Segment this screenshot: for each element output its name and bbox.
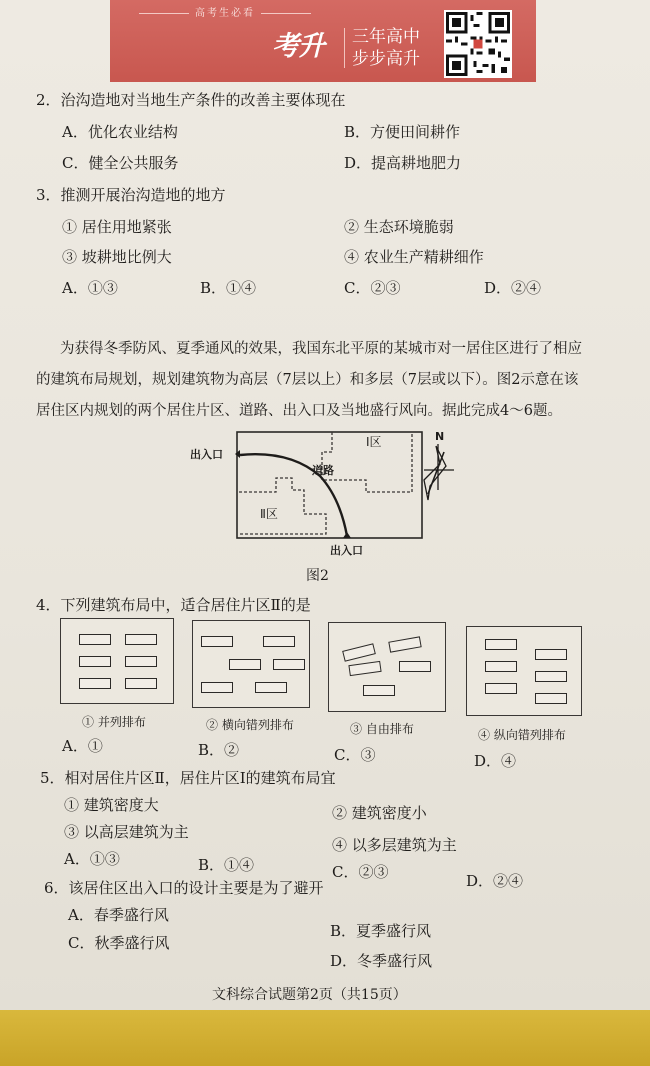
figure-2-map — [180, 428, 480, 578]
north-label: N — [435, 430, 445, 443]
slogan-line-2: 步步高升 — [352, 49, 420, 69]
q6-option-b[interactable]: B．夏季盛行风 — [330, 922, 432, 940]
q5-statement-4: ④ 以多层建筑为主 — [332, 836, 457, 854]
layout-4-vertical-staggered — [466, 626, 582, 716]
layout-2-caption: ② 横向错列排布 — [206, 718, 294, 732]
banner-tagline: 高考生必看 — [110, 4, 340, 19]
q3-statement-2: ② 生态环境脆弱 — [344, 218, 454, 236]
q2-stem: 2．治沟造地对当地生产条件的改善主要体现在 — [36, 91, 346, 109]
q2-option-a[interactable]: A．优化农业结构 — [62, 123, 178, 141]
q6-stem: 6．该居住区出入口的设计主要是为了避开 — [44, 879, 324, 897]
residential-area-boundary — [237, 432, 422, 538]
layout-2-horizontal-staggered — [192, 620, 310, 708]
banner-divider — [344, 28, 345, 68]
qr-code-icon — [444, 10, 512, 78]
q3-option-a[interactable]: A．①③ — [62, 279, 118, 297]
passage — [36, 334, 630, 427]
zone-1-label: Ⅰ区 — [366, 435, 382, 449]
q5-statement-1: ① 建筑密度大 — [64, 796, 159, 814]
q3-statement-4: ④ 农业生产精耕细作 — [344, 248, 484, 266]
layout-1-parallel — [60, 618, 174, 704]
entrance-label-bottom: 出入口 — [330, 544, 363, 557]
q5-option-c[interactable]: C．②③ — [332, 863, 389, 881]
passage-line-2: 的建筑布局规划，规划建筑物为高层（7层以上）和多层（7层或以下）。图2示意在该 — [36, 372, 579, 388]
q4-option-b[interactable]: B．② — [198, 741, 240, 759]
entrance-label-top: 出入口 — [190, 448, 223, 461]
q2-option-b[interactable]: B．方便田间耕作 — [344, 123, 461, 141]
q5-option-d[interactable]: D．②④ — [466, 872, 524, 890]
q3-option-d[interactable]: D．②④ — [484, 279, 542, 297]
q3-statement-1: ① 居住用地紧张 — [62, 218, 172, 236]
slogan-line-1: 三年高中 — [352, 27, 420, 47]
q4-option-a[interactable]: A．① — [62, 737, 103, 755]
passage-line-3: 居住区内规划的两个居住片区、道路、出入口及当地盛行风向。据此完成4～6题。 — [36, 403, 562, 419]
q5-statement-2: ② 建筑密度小 — [332, 804, 427, 822]
q6-option-a[interactable]: A．春季盛行风 — [68, 906, 169, 924]
q3-stem: 3．推测开展治沟造地的地方 — [36, 186, 226, 204]
brand-logo: 考升 — [272, 31, 324, 62]
q6-option-d[interactable]: D．冬季盛行风 — [330, 952, 433, 970]
desk-surface — [0, 1010, 650, 1066]
layout-3-free-form — [328, 622, 446, 712]
q3-statement-3: ③ 坡耕地比例大 — [62, 248, 172, 266]
layout-3-caption: ③ 自由排布 — [350, 722, 414, 736]
banner-slogan — [352, 26, 420, 70]
layout-1-caption: ① 并列排布 — [82, 715, 146, 729]
page-footer: 文科综合试题第2页（共15页） — [212, 987, 407, 1003]
q3-option-c[interactable]: C．②③ — [344, 279, 401, 297]
layout-4-caption: ④ 纵向错列排布 — [478, 728, 566, 742]
q5-option-a[interactable]: A．①③ — [64, 850, 120, 868]
road-label: 道路 — [312, 464, 334, 477]
q5-stem: 5．相对居住片区Ⅱ，居住片区Ⅰ的建筑布局宜 — [40, 769, 336, 787]
q5-statement-3: ③ 以高层建筑为主 — [64, 823, 189, 841]
q4-option-d[interactable]: D．④ — [474, 752, 517, 770]
q5-option-b[interactable]: B．①④ — [198, 856, 255, 874]
figure-2-caption: 图2 — [306, 568, 329, 584]
zone-2-label: Ⅱ区 — [260, 507, 278, 521]
q4-stem: 4．下列建筑布局中，适合居住片区Ⅱ的是 — [36, 596, 311, 614]
q2-option-d[interactable]: D．提高耕地肥力 — [344, 154, 462, 172]
zone-2-boundary — [239, 478, 326, 534]
wind-rose-icon — [424, 446, 446, 500]
promo-banner — [110, 0, 536, 82]
passage-line-1: 为获得冬季防风、夏季通风的效果，我国东北平原的某城市对一居住区进行了相应 — [60, 341, 582, 357]
q6-option-c[interactable]: C．秋季盛行风 — [68, 934, 170, 952]
q4-option-c[interactable]: C．③ — [334, 746, 376, 764]
entrance-marker-bottom — [343, 532, 351, 538]
q2-option-c[interactable]: C．健全公共服务 — [62, 154, 179, 172]
q3-option-b[interactable]: B．①④ — [200, 279, 257, 297]
